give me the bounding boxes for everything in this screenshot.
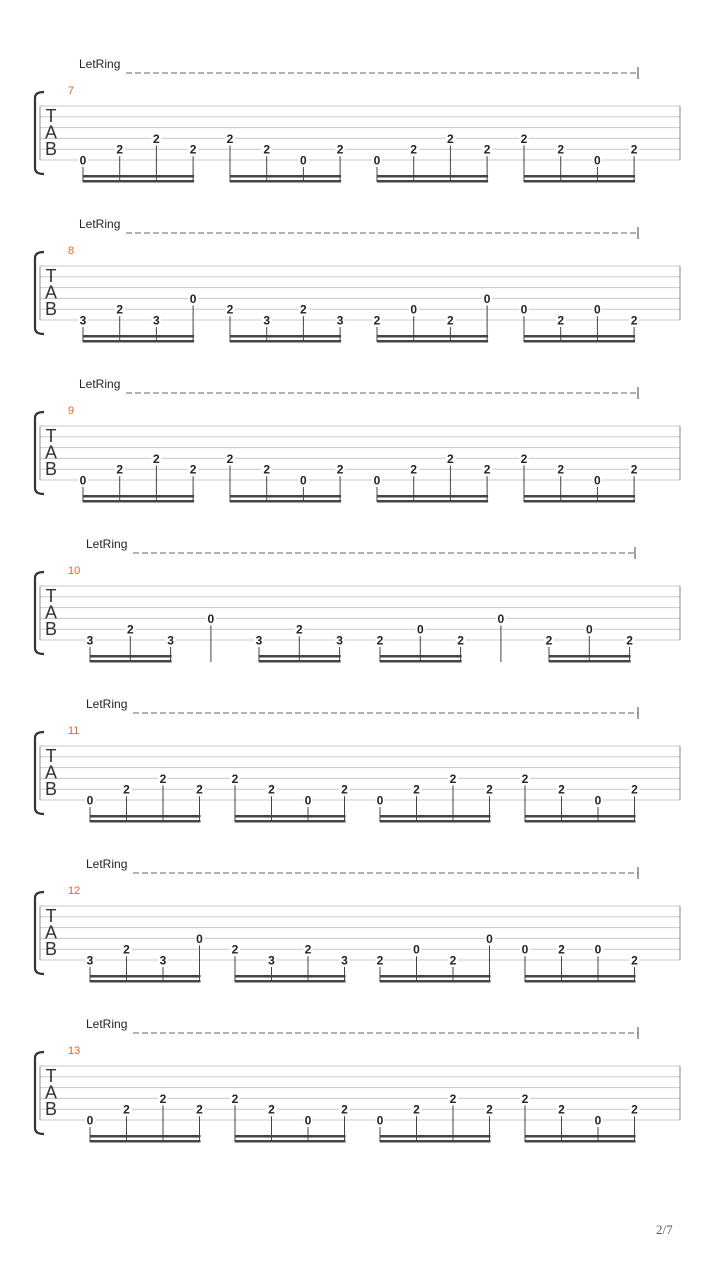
beam-secondary xyxy=(90,975,201,978)
fret-number: 2 xyxy=(123,1102,130,1117)
fret-number: 0 xyxy=(304,793,312,808)
measure-number: 10 xyxy=(68,565,81,577)
tab-clef-letter: T xyxy=(45,426,57,446)
tab-clef-letter: T xyxy=(45,586,57,606)
fret-number: 2 xyxy=(447,131,454,146)
fret-number: 0 xyxy=(413,942,420,957)
fret-number: 2 xyxy=(631,953,638,968)
fret-number: 2 xyxy=(483,462,491,477)
beam-secondary xyxy=(235,1135,346,1138)
fret-number: 2 xyxy=(231,771,239,786)
fret-number: 0 xyxy=(376,793,384,808)
fret-number: 2 xyxy=(558,942,565,957)
beam-secondary xyxy=(230,335,341,338)
fret-number: 2 xyxy=(631,1102,638,1117)
fret-number: 2 xyxy=(413,1102,420,1117)
fret-number: 0 xyxy=(86,1113,94,1128)
fret-number: 2 xyxy=(153,451,160,466)
beam-secondary xyxy=(90,815,201,818)
fret-number: 2 xyxy=(486,782,493,797)
fret-number: 2 xyxy=(263,462,271,477)
beam-primary xyxy=(377,180,488,183)
tab-clef-letter: A xyxy=(44,602,58,623)
fret-number: 2 xyxy=(268,1102,275,1117)
fret-number: 0 xyxy=(594,153,601,168)
tab-clef-letter: T xyxy=(45,1066,57,1086)
beam-primary xyxy=(524,340,635,343)
fret-number: 0 xyxy=(486,931,493,946)
fret-number: 2 xyxy=(373,313,381,328)
fret-number: 2 xyxy=(557,142,565,157)
tab-system-12 xyxy=(35,857,680,983)
fret-number: 0 xyxy=(373,473,381,488)
beam-secondary xyxy=(230,175,341,178)
tab-clef-letter: B xyxy=(44,1099,58,1119)
beam-secondary xyxy=(524,335,635,338)
tab-clef-letter: B xyxy=(44,619,58,639)
beam-primary xyxy=(90,980,201,983)
measure-number: 9 xyxy=(68,405,75,417)
fret-number: 2 xyxy=(626,633,633,648)
measure-number: 8 xyxy=(68,245,75,257)
beam-secondary xyxy=(525,815,636,818)
fret-number: 2 xyxy=(630,142,638,157)
fret-number: 2 xyxy=(123,782,130,797)
tab-clef-letter: T xyxy=(45,266,57,286)
fret-number: 2 xyxy=(557,313,565,328)
measure-number: 13 xyxy=(68,1045,81,1057)
fret-number: 2 xyxy=(231,1091,239,1106)
tab-system-9 xyxy=(35,377,680,503)
fret-number: 2 xyxy=(196,1102,203,1117)
fret-number: 2 xyxy=(630,313,638,328)
fret-number: 3 xyxy=(159,953,167,968)
tab-clef-letter: A xyxy=(44,1082,58,1103)
beam-primary xyxy=(230,180,341,183)
fret-number: 2 xyxy=(341,782,348,797)
fret-number: 0 xyxy=(594,1113,602,1128)
tab-clef-letter: T xyxy=(45,746,57,766)
beam-primary xyxy=(525,1140,636,1143)
beam-secondary xyxy=(377,335,488,338)
tab-system-8 xyxy=(35,217,680,343)
fret-number: 0 xyxy=(373,153,381,168)
fret-number: 3 xyxy=(255,633,263,648)
measure-number: 7 xyxy=(68,85,75,97)
beam-primary xyxy=(235,980,346,983)
page-number: 2/7 xyxy=(656,1222,673,1237)
let-ring-label: LetRing xyxy=(86,857,128,871)
fret-number: 0 xyxy=(594,473,601,488)
tab-clef-letter: T xyxy=(45,906,57,926)
beam-primary xyxy=(259,660,341,663)
fret-number: 2 xyxy=(159,1091,167,1106)
fret-number: 3 xyxy=(268,953,275,968)
fret-number: 2 xyxy=(521,771,529,786)
fret-number: 2 xyxy=(486,1102,493,1117)
fret-number: 0 xyxy=(497,611,505,626)
fret-number: 2 xyxy=(449,953,457,968)
beam-secondary xyxy=(90,655,172,658)
beam-secondary xyxy=(230,495,341,498)
fret-number: 2 xyxy=(295,622,303,637)
fret-number: 3 xyxy=(341,953,348,968)
fret-number: 2 xyxy=(226,302,234,317)
beam-primary xyxy=(525,980,636,983)
fret-number: 2 xyxy=(153,131,160,146)
fret-number: 3 xyxy=(153,313,160,328)
tab-system-13 xyxy=(35,1017,680,1143)
beam-secondary xyxy=(380,975,491,978)
beam-secondary xyxy=(377,175,488,178)
tab-clef-letter: B xyxy=(44,939,58,959)
fret-number: 2 xyxy=(520,451,528,466)
fret-number: 0 xyxy=(410,302,418,317)
tab-system-10 xyxy=(35,537,680,663)
tab-clef-letter: A xyxy=(44,442,58,463)
beam-primary xyxy=(525,820,636,823)
fret-number: 3 xyxy=(79,313,87,328)
fret-number: 2 xyxy=(376,633,384,648)
fret-number: 2 xyxy=(630,462,638,477)
fret-number: 2 xyxy=(557,462,565,477)
fret-number: 2 xyxy=(410,462,418,477)
fret-number: 3 xyxy=(336,313,344,328)
tab-clef-letter: T xyxy=(45,106,57,126)
tab-clef-letter: A xyxy=(44,762,58,783)
fret-number: 2 xyxy=(336,462,344,477)
fret-number: 2 xyxy=(447,313,454,328)
fret-number: 0 xyxy=(376,1113,384,1128)
fret-number: 0 xyxy=(483,291,491,306)
fret-number: 0 xyxy=(189,291,197,306)
fret-number: 3 xyxy=(86,633,94,648)
fret-number: 2 xyxy=(410,142,418,157)
beam-primary xyxy=(549,660,631,663)
let-ring-label: LetRing xyxy=(86,537,128,551)
fret-number: 0 xyxy=(304,1113,312,1128)
beam-primary xyxy=(524,500,635,503)
let-ring-label: LetRing xyxy=(79,377,121,391)
fret-number: 2 xyxy=(304,942,312,957)
fret-number: 2 xyxy=(226,451,234,466)
fret-number: 0 xyxy=(79,153,87,168)
fret-number: 0 xyxy=(86,793,94,808)
beam-primary xyxy=(90,1140,201,1143)
fret-number: 0 xyxy=(520,302,528,317)
tab-clef-letter: A xyxy=(44,282,58,303)
fret-number: 2 xyxy=(189,462,197,477)
fret-number: 2 xyxy=(263,142,271,157)
beam-primary xyxy=(524,180,635,183)
beam-secondary xyxy=(83,335,194,338)
fret-number: 0 xyxy=(416,622,424,637)
fret-number: 3 xyxy=(336,633,343,648)
beam-secondary xyxy=(235,975,346,978)
fret-number: 2 xyxy=(336,142,344,157)
fret-number: 2 xyxy=(413,782,420,797)
fret-number: 2 xyxy=(457,633,464,648)
beam-primary xyxy=(380,820,491,823)
fret-number: 2 xyxy=(116,142,124,157)
fret-number: 0 xyxy=(594,942,602,957)
beam-secondary xyxy=(380,655,462,658)
beam-primary xyxy=(380,980,491,983)
beam-primary xyxy=(380,660,462,663)
beam-secondary xyxy=(380,1135,491,1138)
fret-number: 0 xyxy=(300,153,307,168)
fret-number: 2 xyxy=(189,142,197,157)
fret-number: 2 xyxy=(268,782,275,797)
tab-system-11 xyxy=(35,697,680,823)
fret-number: 3 xyxy=(167,633,174,648)
beam-secondary xyxy=(524,495,635,498)
fret-number: 2 xyxy=(123,942,130,957)
fret-number: 2 xyxy=(116,462,124,477)
fret-number: 2 xyxy=(126,622,134,637)
fret-number: 2 xyxy=(449,771,457,786)
beam-secondary xyxy=(90,1135,201,1138)
tab-clef-letter: B xyxy=(44,139,58,159)
let-ring-label: LetRing xyxy=(79,217,121,231)
fret-number: 2 xyxy=(483,142,491,157)
beam-primary xyxy=(230,500,341,503)
beam-primary xyxy=(235,820,346,823)
tab-system-7 xyxy=(35,57,680,183)
beam-secondary xyxy=(524,175,635,178)
tab-clef-letter: B xyxy=(44,459,58,479)
beam-primary xyxy=(90,820,201,823)
beam-primary xyxy=(83,180,194,183)
beam-secondary xyxy=(83,495,194,498)
fret-number: 2 xyxy=(300,302,307,317)
beam-secondary xyxy=(235,815,346,818)
beam-primary xyxy=(83,500,194,503)
fret-number: 2 xyxy=(521,1091,529,1106)
fret-number: 2 xyxy=(226,131,234,146)
beam-secondary xyxy=(525,1135,636,1138)
fret-number: 2 xyxy=(231,942,239,957)
fret-number: 2 xyxy=(631,782,638,797)
fret-number: 0 xyxy=(79,473,87,488)
fret-number: 2 xyxy=(196,782,203,797)
fret-number: 2 xyxy=(447,451,454,466)
beam-primary xyxy=(380,1140,491,1143)
fret-number: 0 xyxy=(196,931,203,946)
tab-clef-letter: A xyxy=(44,122,58,143)
let-ring-label: LetRing xyxy=(86,697,128,711)
fret-number: 3 xyxy=(263,313,271,328)
fret-number: 2 xyxy=(159,771,167,786)
fret-number: 2 xyxy=(545,633,553,648)
fret-number: 0 xyxy=(300,473,307,488)
beam-primary xyxy=(230,340,341,343)
beam-primary xyxy=(377,500,488,503)
fret-number: 0 xyxy=(585,622,593,637)
fret-number: 2 xyxy=(376,953,384,968)
fret-number: 0 xyxy=(594,302,601,317)
let-ring-label: LetRing xyxy=(86,1017,128,1031)
beam-secondary xyxy=(83,175,194,178)
beam-primary xyxy=(377,340,488,343)
fret-number: 2 xyxy=(558,1102,565,1117)
fret-number: 0 xyxy=(594,793,602,808)
beam-secondary xyxy=(377,495,488,498)
fret-number: 2 xyxy=(449,1091,457,1106)
fret-number: 0 xyxy=(207,611,215,626)
tab-clef-letter: A xyxy=(44,922,58,943)
beam-primary xyxy=(83,340,194,343)
fret-number: 2 xyxy=(116,302,124,317)
tab-clef-letter: B xyxy=(44,299,58,319)
fret-number: 0 xyxy=(521,942,529,957)
fret-number: 2 xyxy=(341,1102,348,1117)
fret-number: 2 xyxy=(558,782,565,797)
fret-number: 3 xyxy=(86,953,94,968)
let-ring-label: LetRing xyxy=(79,57,121,71)
beam-secondary xyxy=(549,655,631,658)
measure-number: 12 xyxy=(68,885,81,897)
fret-number: 2 xyxy=(520,131,528,146)
beam-secondary xyxy=(259,655,341,658)
beam-secondary xyxy=(525,975,636,978)
tab-clef-letter: B xyxy=(44,779,58,799)
beam-secondary xyxy=(380,815,491,818)
beam-primary xyxy=(90,660,172,663)
measure-number: 11 xyxy=(68,725,80,737)
beam-primary xyxy=(235,1140,346,1143)
